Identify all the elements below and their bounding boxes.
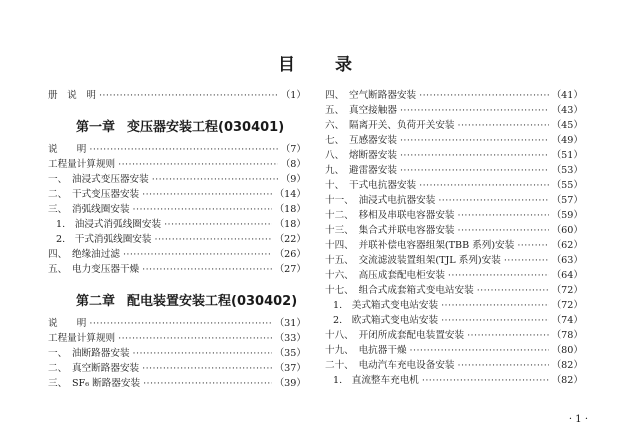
toc-entry-page: （78）: [551, 330, 583, 341]
toc-entry-label: 六、 隔离开关、负荷开关安装: [325, 120, 455, 131]
toc-entry-label: 说 明: [48, 144, 87, 155]
dot-leader: [133, 346, 272, 361]
toc-entry-label: 九、 避雷器安装: [325, 165, 397, 176]
chapter-heading: [48, 117, 306, 139]
toc-subentry[interactable]: [48, 232, 306, 247]
toc-entry-page: （55）: [551, 180, 583, 191]
toc-entry-page: （45）: [551, 120, 583, 131]
toc-entry-label: 2. 欧式箱式变电站安装: [333, 315, 439, 326]
toc-subentry[interactable]: [325, 313, 583, 328]
toc-entry-label: 十六、 高压成套配电柜安装: [325, 270, 445, 281]
toc-entry-label: 说 明: [48, 318, 87, 329]
toc-entry-label: 十、 干式电抗器安装: [325, 180, 417, 191]
dot-leader: [441, 298, 549, 313]
toc-entry[interactable]: [325, 223, 583, 238]
toc-entry[interactable]: [48, 331, 306, 346]
dot-leader: [448, 268, 549, 283]
toc-entry-page: （80）: [551, 345, 583, 356]
toc-entry-label: 2. 干式消弧线圈安装: [56, 234, 152, 245]
toc-entry-page: （26）: [274, 249, 306, 260]
chapter-number: 第一章: [76, 120, 116, 135]
toc-entry-page: （51）: [551, 150, 583, 161]
dot-leader: [164, 217, 272, 232]
toc-entry-page: （74）: [551, 315, 583, 326]
chapter-title: 变压器安装工程(030401): [127, 120, 285, 135]
toc-entry-label: 十五、 交流滤波装置组架(TJL 系列)安装: [325, 255, 501, 266]
toc-entry-page: （82）: [551, 360, 583, 371]
toc-entry-page: （43）: [551, 105, 583, 116]
dot-leader: [419, 88, 548, 103]
dot-leader: [400, 163, 549, 178]
toc-entry-label: 二、 真空断路器安装: [48, 363, 140, 374]
dot-leader: [422, 373, 549, 388]
toc-entry-page: （1）: [280, 90, 306, 101]
toc-entry[interactable]: [48, 262, 306, 277]
toc-entry-label: 一、 油断路器安装: [48, 348, 130, 359]
dot-leader: [133, 202, 272, 217]
toc-entry[interactable]: [325, 328, 583, 343]
toc-right-column: [325, 88, 583, 388]
dot-leader: [99, 88, 278, 103]
chapter-heading: [48, 291, 306, 313]
chapter-title: 配电装置安装工程(030402): [127, 294, 298, 309]
chapter-number: 第二章: [76, 294, 116, 309]
toc-entry[interactable]: [325, 283, 583, 298]
toc-entry-page: （64）: [551, 270, 583, 281]
page-number: · 1 ·: [568, 414, 588, 425]
dot-leader: [410, 343, 549, 358]
toc-entry-label: 十九、 电抗器干燥: [325, 345, 407, 356]
toc-entry[interactable]: [325, 358, 583, 373]
dot-leader: [504, 253, 549, 268]
toc-entry[interactable]: [48, 202, 306, 217]
toc-entry[interactable]: [325, 253, 583, 268]
toc-entry[interactable]: [48, 88, 306, 103]
toc-entry[interactable]: [325, 343, 583, 358]
dot-leader: [123, 247, 272, 262]
toc-entry[interactable]: [325, 193, 583, 208]
toc-entry-page: （41）: [551, 90, 583, 101]
dot-leader: [143, 376, 272, 391]
toc-entry-page: （33）: [274, 333, 306, 344]
dot-leader: [142, 262, 271, 277]
toc-entry-page: （18）: [274, 204, 306, 215]
dot-leader: [89, 142, 277, 157]
toc-entry-label: 八、 熔断器安装: [325, 150, 397, 161]
toc-entry-page: （22）: [274, 234, 306, 245]
toc-subentry[interactable]: [48, 217, 306, 232]
dot-leader: [400, 103, 549, 118]
toc-entry-page: （35）: [274, 348, 306, 359]
dot-leader: [458, 208, 549, 223]
toc-entry[interactable]: [48, 157, 306, 172]
dot-leader: [458, 118, 549, 133]
toc-entry[interactable]: [325, 103, 583, 118]
toc-entry-label: 一、 油浸式变压器安装: [48, 174, 149, 185]
toc-entry[interactable]: [48, 376, 306, 391]
toc-entry[interactable]: [48, 142, 306, 157]
toc-entry[interactable]: [325, 148, 583, 163]
toc-entry-page: （72）: [551, 300, 583, 311]
toc-entry-label: 三、 SF₆ 断路器安装: [48, 378, 141, 389]
toc-entry[interactable]: [325, 133, 583, 148]
toc-entry[interactable]: [325, 88, 583, 103]
toc-entry-label: 1. 美式箱式变电站安装: [333, 300, 439, 311]
dot-leader: [142, 361, 271, 376]
toc-entry-page: （14）: [274, 189, 306, 200]
dot-leader: [400, 148, 549, 163]
toc-entry-label: 二十、 电动汽车充电设备安装: [325, 360, 455, 371]
toc-entry-page: （82）: [551, 375, 583, 386]
dot-leader: [438, 193, 548, 208]
toc-entry-page: （63）: [551, 255, 583, 266]
toc-entry-label: 十七、 组合式成套箱式变电站安装: [325, 285, 474, 296]
toc-entry-page: （8）: [280, 159, 306, 170]
toc-left-column: [48, 88, 306, 391]
toc-entry-label: 1. 直流整车充电机: [333, 375, 419, 386]
toc-entry-label: 十四、 并联补偿电容器组架(TBB 系列)安装: [325, 240, 515, 251]
toc-entry[interactable]: [48, 316, 306, 331]
toc-entry-page: （39）: [274, 378, 306, 389]
toc-entry-label: 十二、 移相及串联电容器安装: [325, 210, 455, 221]
toc-entry-label: 五、 真空接触器: [325, 105, 397, 116]
page-title-char-1: 目: [278, 55, 296, 75]
toc-entry[interactable]: [48, 187, 306, 202]
toc-entry[interactable]: [325, 178, 583, 193]
page-title: [0, 50, 630, 75]
dot-leader: [517, 238, 548, 253]
toc-entry-label: 工程量计算规则: [48, 159, 116, 170]
toc-entry-page: （18）: [274, 219, 306, 230]
toc-entry[interactable]: [48, 247, 306, 262]
toc-entry-page: （53）: [551, 165, 583, 176]
toc-subentry[interactable]: [325, 298, 583, 313]
toc-entry-label: 十一、 油浸式电抗器安装: [325, 195, 436, 206]
toc-entry-label: 工程量计算规则: [48, 333, 116, 344]
dot-leader: [458, 358, 549, 373]
toc-entry[interactable]: [325, 208, 583, 223]
dot-leader: [477, 283, 549, 298]
toc-entry[interactable]: [325, 118, 583, 133]
toc-entry-label: 册 说 明: [48, 90, 96, 101]
toc-entry-page: （72）: [551, 285, 583, 296]
toc-entry[interactable]: [325, 268, 583, 283]
toc-entry[interactable]: [325, 238, 583, 253]
toc-entry-label: 十三、 集合式并联电容器安装: [325, 225, 455, 236]
toc-entry[interactable]: [48, 346, 306, 361]
dot-leader: [155, 232, 272, 247]
toc-entry-label: 三、 消弧线圈安装: [48, 204, 130, 215]
dot-leader: [118, 331, 271, 346]
toc-entry-label: 1. 油浸式消弧线圈安装: [56, 219, 162, 230]
toc-entry[interactable]: [48, 361, 306, 376]
toc-entry-label: 十八、 开闭所成套配电装置安装: [325, 330, 465, 341]
dot-leader: [458, 223, 549, 238]
toc-entry-label: 四、 空气断路器安装: [325, 90, 417, 101]
dot-leader: [89, 316, 271, 331]
toc-entry[interactable]: [48, 172, 306, 187]
dot-leader: [400, 133, 549, 148]
toc-entry-page: （49）: [551, 135, 583, 146]
toc-entry-label: 七、 互感器安装: [325, 135, 397, 146]
dot-leader: [441, 313, 549, 328]
toc-subentry[interactable]: [325, 373, 583, 388]
toc-entry-page: （59）: [551, 210, 583, 221]
toc-entry-page: （7）: [280, 144, 306, 155]
toc-entry-label: 四、 绝缘油过滤: [48, 249, 120, 260]
toc-entry-label: 二、 干式变压器安装: [48, 189, 140, 200]
toc-entry-page: （60）: [551, 225, 583, 236]
toc-entry[interactable]: [325, 163, 583, 178]
dot-leader: [467, 328, 548, 343]
dot-leader: [118, 157, 278, 172]
page-title-char-2: 录: [334, 55, 352, 75]
toc-entry-page: （27）: [274, 264, 306, 275]
toc-entry-page: （31）: [274, 318, 306, 329]
dot-leader: [152, 172, 278, 187]
toc-entry-page: （37）: [274, 363, 306, 374]
toc-entry-label: 五、 电力变压器干燥: [48, 264, 140, 275]
toc-entry-page: （9）: [280, 174, 306, 185]
dot-leader: [142, 187, 271, 202]
dot-leader: [419, 178, 548, 193]
toc-entry-page: （57）: [551, 195, 583, 206]
toc-entry-page: （62）: [551, 240, 583, 251]
